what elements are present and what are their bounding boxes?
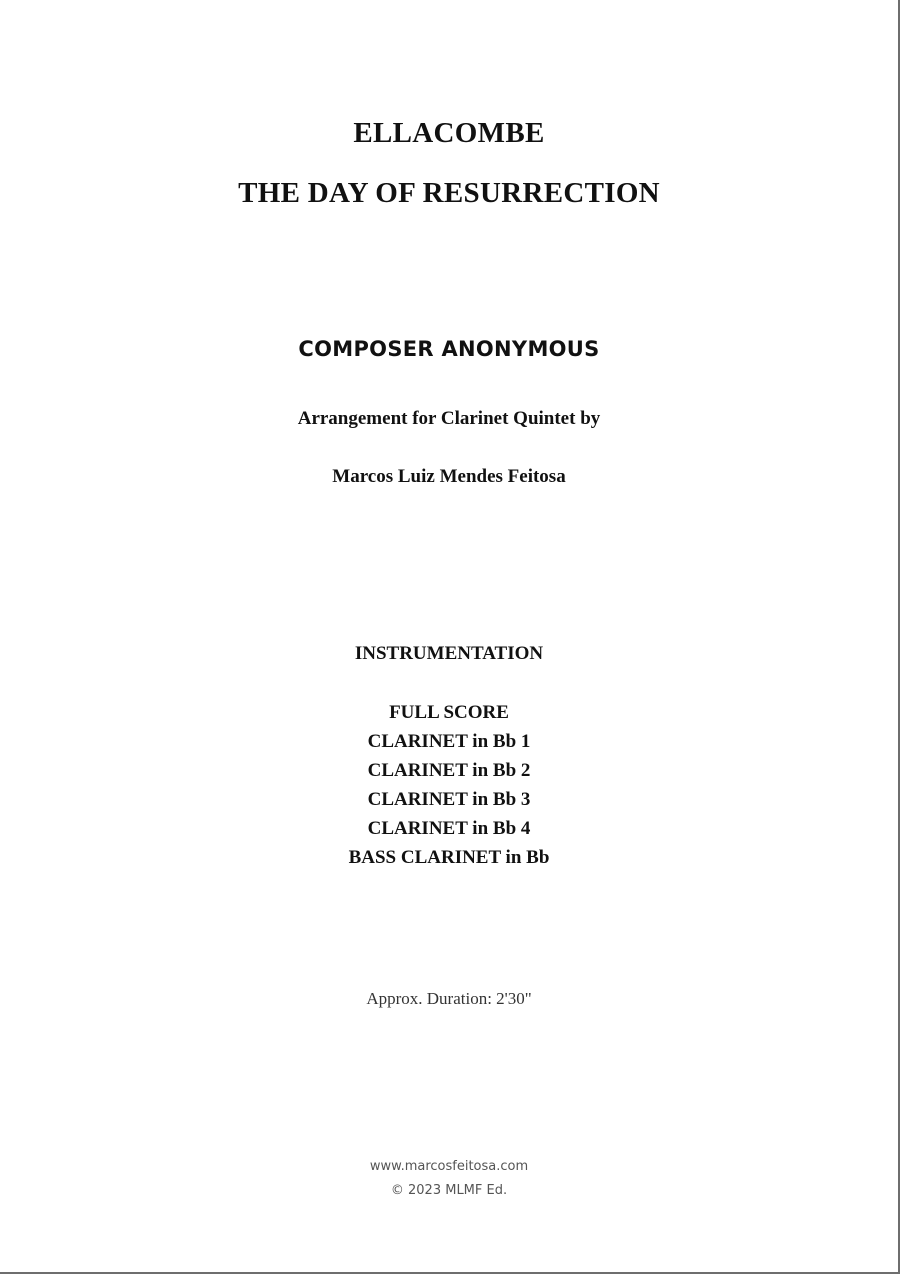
instrument-item: FULL SCORE — [389, 702, 509, 723]
instrumentation-heading: INSTRUMENTATION — [354, 643, 544, 664]
instrument-item: BASS CLARINET in Bb — [348, 847, 550, 868]
instrument-item: CLARINET in Bb 4 — [367, 818, 531, 839]
duration: Approx. Duration: 2'30" — [366, 989, 532, 1008]
instrumentation-list — [0, 698, 898, 872]
arranger-name: Marcos Luiz Mendes Feitosa — [332, 466, 566, 487]
title-line-2: THE DAY OF RESURRECTION — [238, 177, 660, 209]
copyright: © 2023 MLMF Ed. — [390, 1183, 508, 1198]
composer-name: COMPOSER ANONYMOUS — [298, 337, 600, 361]
instrument-item: CLARINET in Bb 1 — [367, 731, 531, 752]
title-line-1: ELLACOMBE — [353, 117, 545, 149]
instrument-item: CLARINET in Bb 3 — [367, 789, 531, 810]
instrument-item: CLARINET in Bb 2 — [367, 760, 531, 781]
website: www.marcosfeitosa.com — [369, 1159, 529, 1174]
arrangement-label: Arrangement for Clarinet Quintet by — [297, 408, 601, 429]
